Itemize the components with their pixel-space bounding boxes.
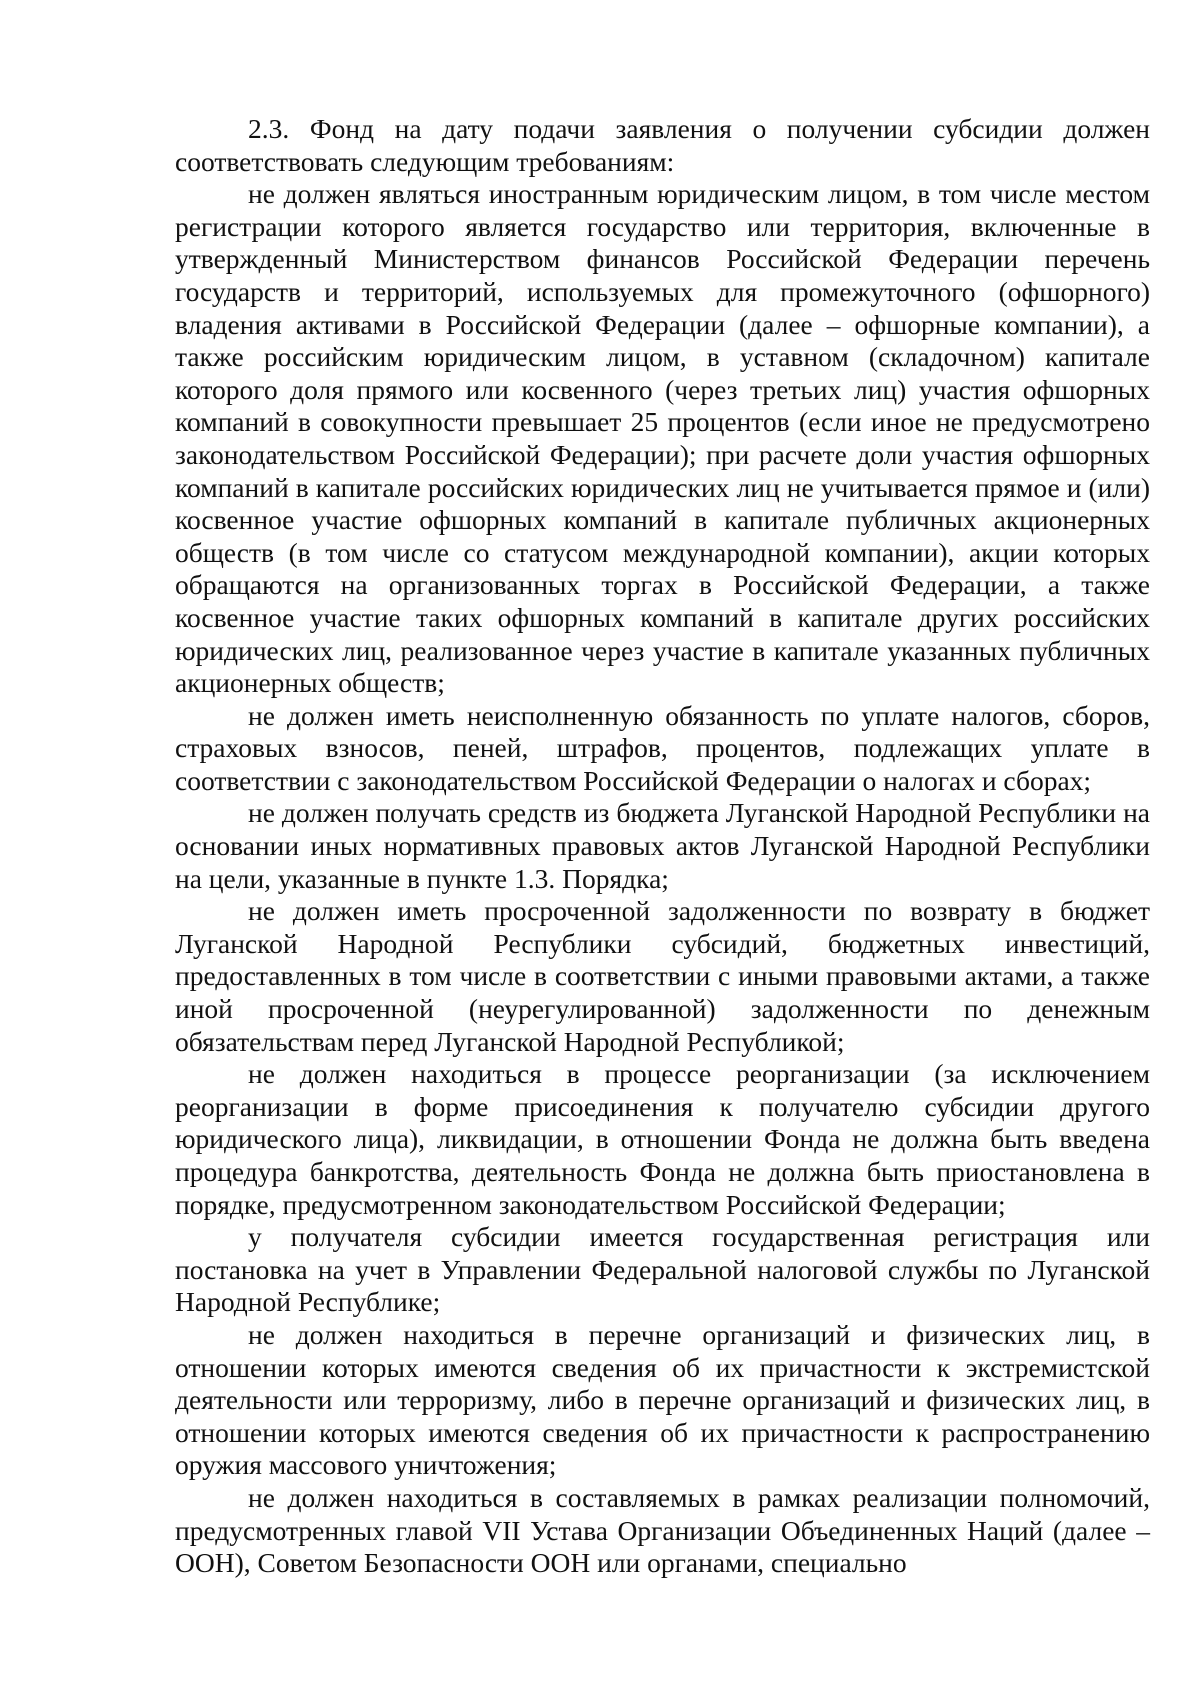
paragraph-budget-funds: не должен получать средств из бюджета Луганской Народной Республики на основании иных нормативных правовых актов Луганской Народной Республики на цели, указанные в пункте 1.3. Порядка; [175, 797, 1150, 894]
paragraph-overdue-debt: не должен иметь просроченной задолженности по возврату в бюджет Луганской Народной Республики субсидий, бюджетных инвестиций, предоставленных в том числе в соответствии с иными правовыми актами, а также иной просроченной (неурегулированной) задолженности по денежным обязательствам перед Луганской Народной Республикой; [175, 895, 1150, 1057]
paragraph-2-3-heading: 2.3. Фонд на дату подачи заявления о получении субсидии должен соответствовать следующим требованиям: [175, 113, 1150, 177]
paragraph-offshore-requirement: не должен являться иностранным юридическим лицом, в том числе местом регистрации которого является государство или территория, включенные в утвержденный Министерством финансов Российской Федерации перечень государств и территорий, используемых для промежуточного (офшорного) владения активами в Российской Федерации (далее – офшорные компании), а также российским юридическим лицом, в уставном (складочном) капитале которого доля прямого или косвенного (через третьих лиц) участия офшорных компаний в совокупности превышает 25 процентов (если иное не предусмотрено законодательством Российской Федерации); при расчете доли участия офшорных компаний в капитале российских юридических лиц не учитывается прямое и (или) косвенное участие офшорных компаний в капитале публичных акционерных обществ (в том числе со статусом международной компании), акции которых обращаются на организованных торгах в Российской Федерации, а также косвенное участие таких офшорных компаний в капитале других российских юридических лиц, реализованное через участие в капитале указанных публичных акционерных обществ; [175, 178, 1150, 699]
paragraph-un-lists: не должен находиться в составляемых в рамках реализации полномочий, предусмотренных главой VII Устава Организации Объединенных Наций (далее – ООН), Советом Безопасности ООН или органами, специально [175, 1481, 1150, 1579]
paragraph-reorganization: не должен находиться в процессе реорганизации (за исключением реорганизации в форме присоединения к получателю субсидии другого юридического лица), ликвидации, в отношении Фонда не должна быть введена процедура банкротства, деятельность Фонда не должна быть приостановлена в порядке, предусмотренном законодательством Российской Федерации; [175, 1058, 1150, 1220]
paragraph-tax-obligations: не должен иметь неисполненную обязанность по уплате налогов, сборов, страховых взносов, пеней, штрафов, процентов, подлежащих уплате в соответствии с законодательством Российской Федерации о налогах и сборах; [175, 699, 1150, 796]
paragraph-extremism-list: не должен находиться в перечне организаций и физических лиц, в отношении которых имеются сведения об их причастности к экстремистской деятельности или терроризму, либо в перечне организаций и физических лиц, в отношении которых имеются сведения об их причастности к распространению оружия массового уничтожения; [175, 1318, 1150, 1481]
document-page [175, 113, 1150, 1580]
paragraph-tax-registration: у получателя субсидии имеется государственная регистрация или постановка на учет в Управлении Федеральной налоговой службы по Луганской Народной Республике; [175, 1221, 1150, 1318]
